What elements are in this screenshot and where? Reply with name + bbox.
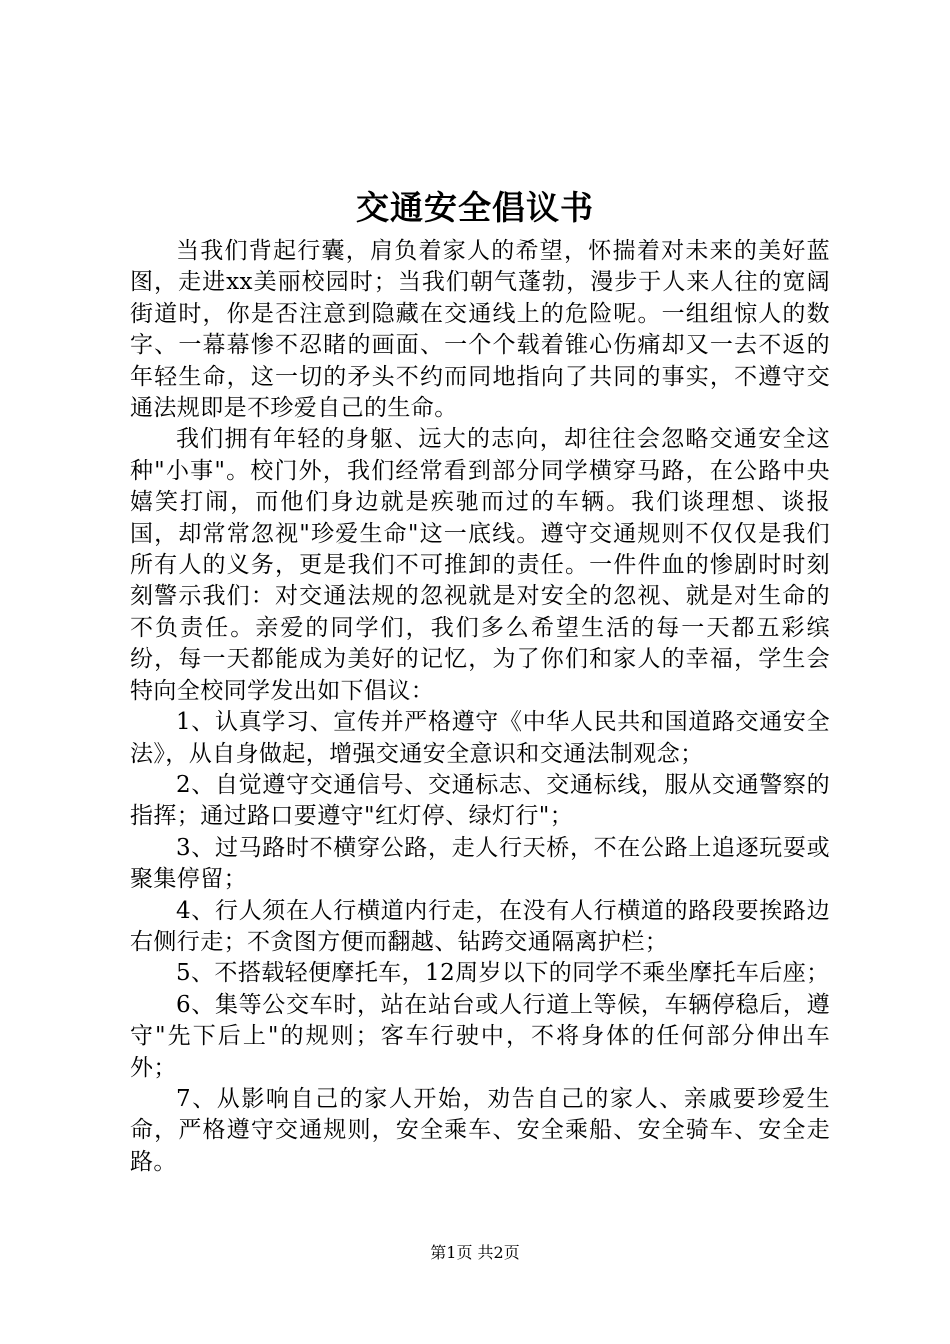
proposal-item-3: 3、过马路时不横穿公路，走人行天桥，不在公路上追逐玩耍或聚集停留； [130,834,830,893]
proposal-item-7: 7、从影响自己的家人开始，劝告自己的家人、亲戚要珍爱生命，严格遵守交通规则，安全乘车、安全乘船、安全骑车、安全走路。 [130,1085,830,1175]
proposal-item-6: 6、集等公交车时，站在站台或人行道上等候，车辆停稳后，遵守"先下后上"的规则；客车行驶中，不将身体的任何部分伸出车外； [130,991,830,1081]
proposal-item-1: 1、认真学习、宣传并严格遵守《中华人民共和国道路交通安全法》，从自身做起，增强交通安全意识和交通法制观念； [130,709,830,767]
paragraph-intro: 当我们背起行囊，肩负着家人的希望，怀揣着对未来的美好蓝图，走进xx美丽校园时；当我们朝气蓬勃，漫步于人来人往的宽阔街道时，你是否注意到隐藏在交通线上的危险呢。一组组惊人的数字、一幕幕惨不忍睹的画面、一个个载着锥心伤痛却又一去不返的年轻生命，这一切的矛头不约而同地指向了共同的事实，不遵守交通法规即是不珍爱自己的生命。 [130,238,830,422]
proposal-item-2: 2、自觉遵守交通信号、交通标志、交通标线，服从交通警察的指挥；通过路口要遵守"红灯停、绿灯行"； [130,771,830,830]
proposal-item-5: 5、不搭载轻便摩托车，12周岁以下的同学不乘坐摩托车后座； [176,960,830,987]
document-title: 交通安全倡议书 [356,188,594,227]
document-body [130,236,830,1178]
proposal-item-4: 4、行人须在人行横道内行走，在没有人行横道的路段要挨路边右侧行走；不贪图方便而翻越、钻跨交通隔离护栏； [130,897,830,955]
page-number-footer: 第1页 共2页 [430,1243,520,1262]
paragraph-appeal: 我们拥有年轻的身躯、远大的志向，却往往会忽略交通安全这种"小事"。校门外，我们经常看到部分同学横穿马路，在公路中央嬉笑打闹，而他们身边就是疾驰而过的车辆。我们谈理想、谈报国，却常常忽视"珍爱生命"这一底线。遵守交通规则不仅仅是我们所有人的义务，更是我们不可推卸的责任。一件件血的惨剧时时刻刻警示我们：对交通法规的忽视就是对安全的忽视、就是对生命的不负责任。亲爱的同学们，我们多么希望生活的每一天都五彩缤纷，每一天都能成为美好的记忆，为了你们和家人的幸福，学生会特向全校同学发出如下倡议： [130,426,830,704]
